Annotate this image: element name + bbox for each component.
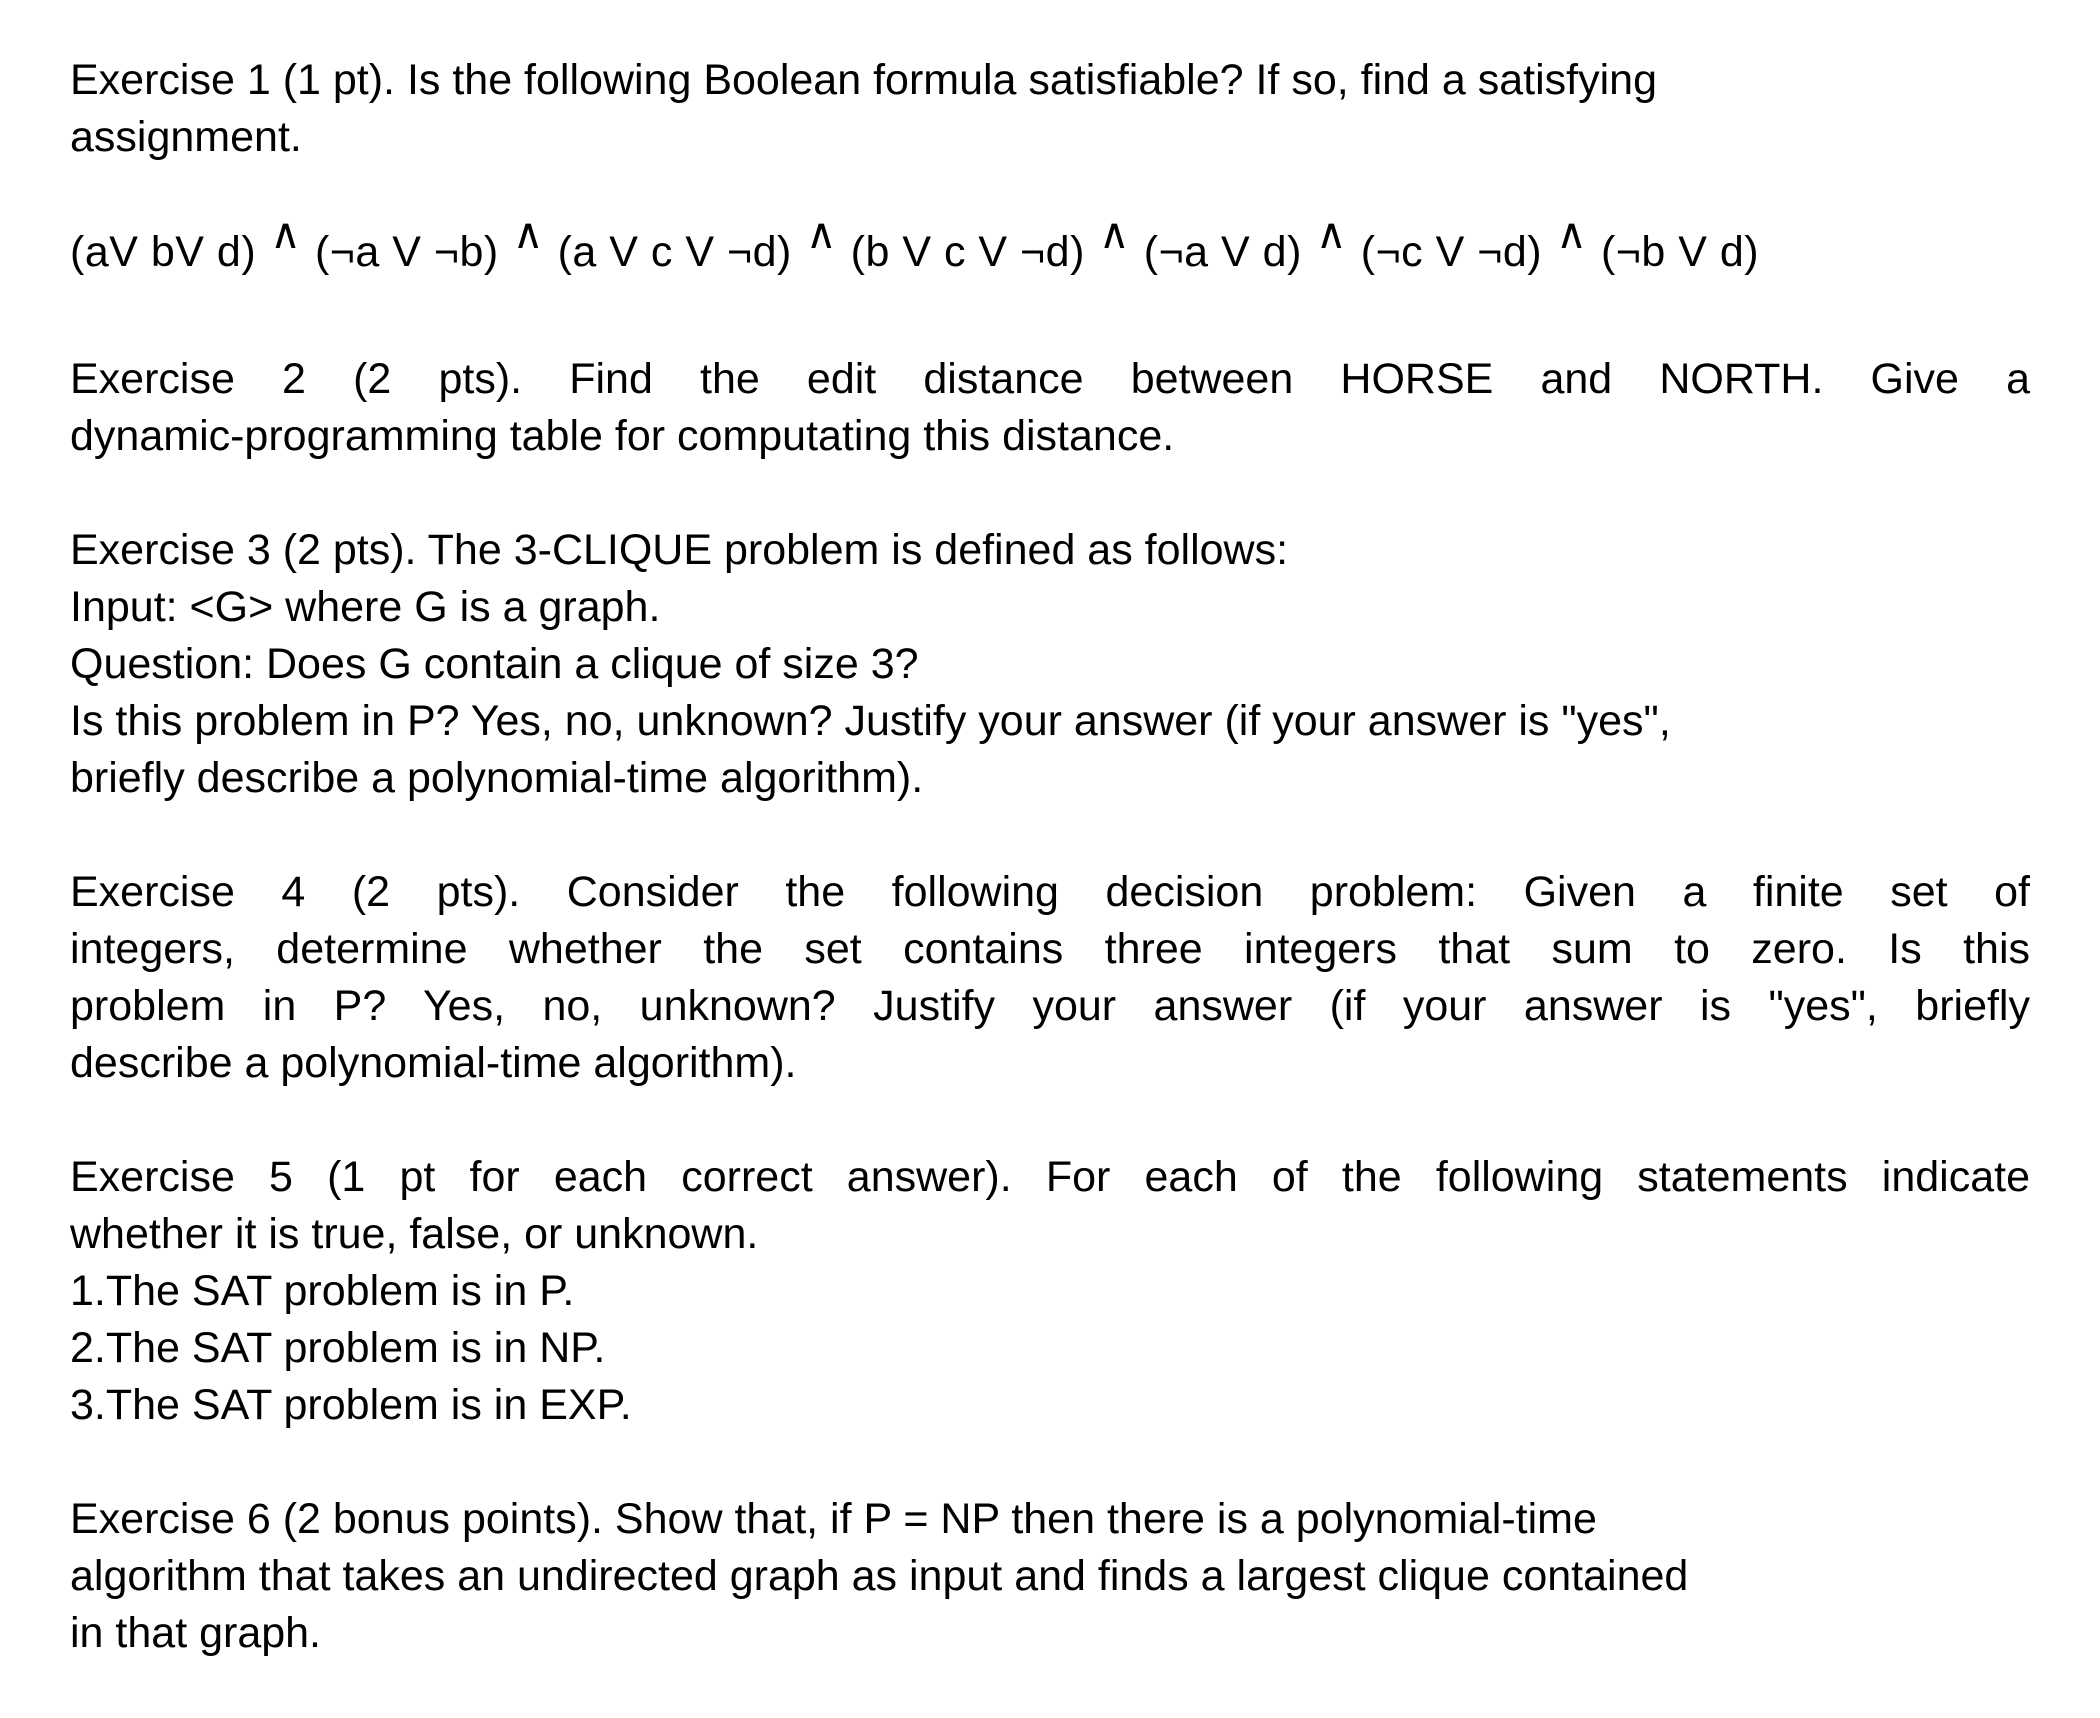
text-line: whether it is true, false, or unknown. [70, 1210, 759, 1258]
formula-clause: (¬c V ¬d) [1360, 228, 1543, 276]
text-line: dynamic-programming table for computating this distance. [70, 412, 1175, 460]
exercise-1-intro [70, 52, 2030, 166]
text-line: in that graph. [70, 1609, 322, 1657]
logical-and-symbol: ∧ [805, 210, 837, 257]
formula-clause: (¬a V d) [1143, 228, 1302, 276]
exercise-3-paragraph [70, 522, 2030, 807]
text-line: problem in P? Yes, no, unknown? Justify your answer (if your answer is "yes", briefly [70, 982, 2030, 1030]
text-line: assignment. [70, 113, 302, 161]
logical-and-symbol: ∧ [1556, 210, 1587, 257]
logical-and-symbol: ∧ [270, 210, 301, 257]
logical-and-symbol: ∧ [1098, 210, 1130, 257]
exercise-6-paragraph [70, 1491, 2030, 1662]
logical-and-symbol: ∧ [1315, 210, 1347, 257]
text-line: describe a polynomial-time algorithm). [70, 1039, 797, 1087]
text-line: Exercise 4 (2 pts). Consider the following decision problem: Given a finite set of [70, 868, 2030, 916]
list-item: 3.The SAT problem is in EXP. [70, 1381, 632, 1429]
exercise-1-boolean-formula [70, 210, 2030, 281]
text-line: Is this problem in P? Yes, no, unknown? Justify your answer (if your answer is "yes", [70, 697, 1671, 745]
formula-clause: (a V c V ¬d) [557, 228, 792, 276]
list-item: 1.The SAT problem is in P. [70, 1267, 575, 1315]
logical-and-symbol: ∧ [512, 210, 544, 257]
text-line: briefly describe a polynomial-time algorithm). [70, 754, 924, 802]
exercise-4-paragraph [70, 864, 2030, 1092]
text-line: Input: <G> where G is a graph. [70, 583, 661, 631]
text-line: Question: Does G contain a clique of size 3? [70, 640, 919, 688]
text-line: Exercise 1 (1 pt). Is the following Boolean formula satisfiable? If so, find a satisfying [70, 56, 1658, 104]
formula-clause: (¬b V d) [1600, 228, 1760, 276]
formula-clause: (¬a V ¬b) [314, 228, 499, 276]
text-line: Exercise 5 (1 pt for each correct answer). For each of the following statements indicate [70, 1153, 2030, 1201]
text-line: Exercise 3 (2 pts). The 3-CLIQUE problem is defined as follows: [70, 526, 1289, 574]
text-line: integers, determine whether the set contains three integers that sum to zero. Is this [70, 925, 2030, 973]
text-line: algorithm that takes an undirected graph as input and finds a largest clique contained [70, 1552, 1689, 1600]
formula-clause: (aV bV d) [70, 228, 257, 276]
text-line: Exercise 2 (2 pts). Find the edit distance between HORSE and NORTH. Give a [70, 355, 2030, 403]
exercise-5-paragraph [70, 1149, 2030, 1434]
formula-clause: (b V c V ¬d) [850, 228, 1085, 276]
exercise-2-paragraph [70, 351, 2030, 465]
list-item: 2.The SAT problem is in NP. [70, 1324, 606, 1372]
text-line: Exercise 6 (2 bonus points). Show that, if P = NP then there is a polynomial-time [70, 1495, 1597, 1543]
